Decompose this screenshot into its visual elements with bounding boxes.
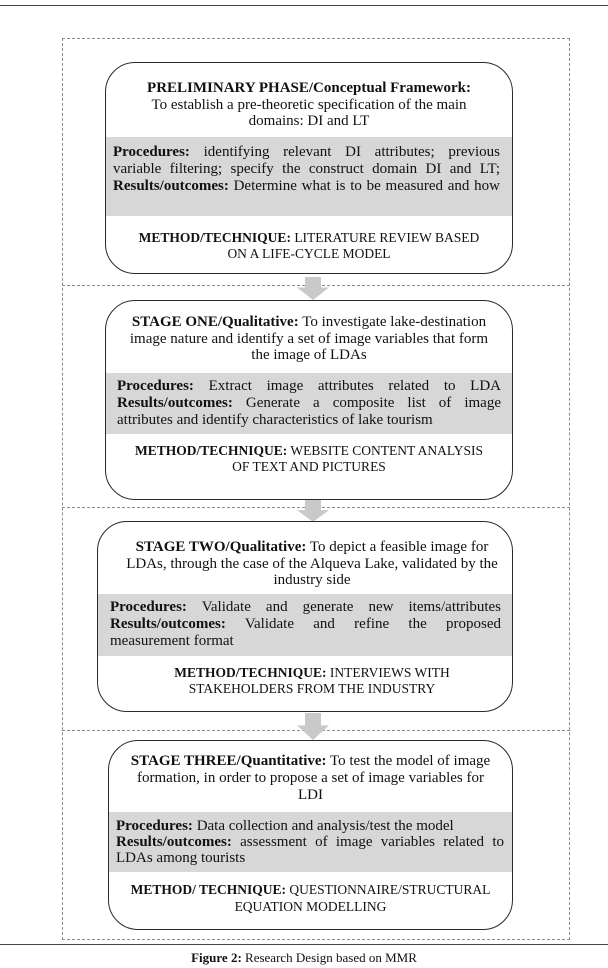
band-line [110, 616, 501, 633]
results-text: Generate a composite list of image [245, 395, 501, 411]
method-line: ON A LIFE-CYCLE MODEL [227, 246, 391, 261]
results-text: LDAs among tourists [116, 850, 246, 866]
results-text: Determine what is to be measured and how [233, 178, 501, 194]
stage-title [98, 539, 512, 589]
results-label: Results/outcomes: [110, 616, 226, 632]
band-line [116, 834, 504, 850]
title-line: LDI [298, 787, 323, 803]
method-technique [109, 881, 512, 915]
method-technique [106, 230, 512, 262]
method-line [112, 665, 512, 681]
bottom-rule [0, 944, 608, 945]
results-text: attributes and identify characteristics of lake tourism [117, 412, 433, 428]
method-line: STAKEHOLDERS FROM THE INDUSTRY [188, 681, 436, 696]
band-line [117, 412, 501, 429]
title-line [106, 80, 512, 97]
procedures-text: variable filtering; specify the construct domain DI and LT; [113, 161, 500, 177]
stage-label: STAGE THREE/Quantitative: [130, 753, 327, 769]
stage-label: STAGE ONE/Qualitative: [131, 314, 299, 330]
stage-text: To investigate lake-destination [302, 314, 487, 330]
method-label: METHOD/ TECHNIQUE: [130, 882, 287, 897]
stage-title [106, 80, 512, 130]
band-line [113, 178, 500, 195]
results-label: Results/outcomes: [113, 178, 229, 194]
procedures-text: Extract image attributes related to LDA [208, 378, 502, 394]
procedures-text: identifying relevant DI attributes; previous [203, 144, 500, 160]
method-text: WEBSITE CONTENT ANALYSIS [290, 443, 484, 458]
stage-text: To depict a feasible image for [309, 539, 489, 555]
method-label: METHOD/TECHNIQUE: [174, 665, 327, 680]
procedures-band [98, 594, 512, 656]
method-text: QUESTIONNAIRE/STRUCTURAL [289, 882, 491, 897]
stage-box-one [105, 300, 513, 500]
band-line [110, 599, 501, 616]
title-line [106, 314, 512, 331]
method-technique [98, 665, 512, 697]
procedures-label: Procedures: [116, 818, 193, 834]
results-label: Results/outcomes: [117, 395, 233, 411]
stage-label: STAGE TWO/Qualitative: [135, 539, 307, 555]
stage-label: PRELIMINARY PHASE/Conceptual Framework: [147, 80, 471, 96]
stage-box-three [108, 740, 513, 930]
title-line: domains: DI and LT [248, 113, 370, 129]
procedures-band [106, 137, 512, 216]
stage-box-two [97, 521, 513, 712]
method-line [106, 443, 512, 459]
stage-title [106, 314, 512, 364]
band-line [116, 818, 504, 834]
title-line: formation, in order to propose a set of image variables for [137, 770, 484, 786]
method-text: LITERATURE REVIEW BASED [294, 230, 480, 245]
band-line [116, 850, 504, 866]
band-line [117, 378, 501, 395]
title-line [112, 539, 512, 556]
title-line: industry side [273, 572, 351, 588]
stage-title [109, 753, 512, 804]
title-line [109, 753, 512, 770]
band-line [113, 144, 500, 161]
method-line: OF TEXT AND PICTURES [232, 459, 386, 474]
down-arrow-icon [297, 713, 329, 740]
method-line: EQUATION MODELLING [234, 899, 387, 914]
results-label: Results/outcomes: [116, 834, 232, 850]
title-line: LDAs, through the case of the Alqueva Lake, validated by the [126, 555, 498, 572]
figure-caption-text: Research Design based on MMR [245, 950, 417, 965]
top-rule [0, 5, 608, 6]
procedures-text: Validate and generate new items/attributes [201, 599, 501, 615]
procedures-band [106, 373, 512, 434]
title-line: To establish a pre-theoretic specification of the main [151, 96, 467, 113]
procedures-band [109, 812, 512, 872]
procedures-label: Procedures: [117, 378, 194, 394]
method-label: METHOD/TECHNIQUE: [138, 230, 291, 245]
figure-label: Figure 2: [191, 950, 242, 965]
method-line [106, 230, 512, 246]
results-text: Validate and refine the proposed [244, 616, 501, 632]
method-technique [106, 443, 512, 475]
stage-box-preliminary [105, 62, 513, 274]
procedures-label: Procedures: [113, 144, 190, 160]
title-line: image nature and identify a set of image variables that form [129, 330, 489, 347]
method-line [109, 881, 512, 898]
figure-caption [0, 950, 608, 965]
band-line [110, 633, 501, 650]
results-text: measurement format [110, 633, 234, 649]
down-arrow-icon [297, 277, 329, 300]
results-text: assessment of image variables related to [240, 834, 504, 850]
down-arrow-icon [297, 500, 329, 522]
method-text: INTERVIEWS WITH [329, 665, 450, 680]
title-line: the image of LDAs [251, 347, 367, 363]
band-line [117, 395, 501, 412]
band-line [113, 161, 500, 178]
procedures-label: Procedures: [110, 599, 187, 615]
method-label: METHOD/TECHNIQUE: [134, 443, 288, 458]
procedures-text: Data collection and analysis/test the model [196, 818, 454, 834]
stage-text: To test the model of image [330, 753, 491, 769]
